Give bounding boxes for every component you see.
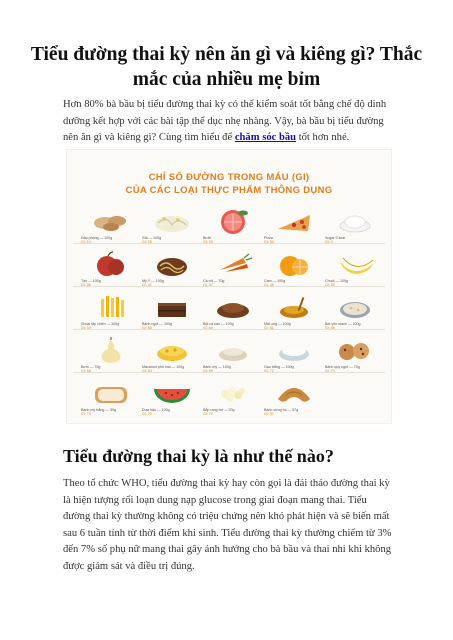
food-name: Macaroni phô mai — 100g [142, 365, 185, 369]
food-caption [81, 408, 141, 417]
food-gi-value: GI: 14 [81, 240, 91, 245]
food-item [264, 291, 324, 336]
food-item [325, 334, 385, 379]
food-caption [142, 365, 202, 374]
watermelon-icon [142, 377, 202, 407]
food-caption [203, 322, 263, 331]
bean-sprouts-icon [142, 205, 202, 235]
food-name: Dưa hấu — 120g [142, 408, 170, 412]
food-item [203, 248, 263, 293]
food-name: Khoai tây chiên — 100g [81, 322, 120, 326]
food-name: Bột yến mạch — 100g [325, 322, 361, 326]
food-item [203, 291, 263, 336]
food-gi-value: GI: 55 [142, 326, 152, 331]
food-name: Pizza [264, 236, 273, 240]
food-caption [81, 236, 141, 245]
fries-icon [81, 291, 141, 321]
food-name: Gạo trắng — 100g [264, 365, 294, 369]
food-item [81, 291, 141, 336]
page-title: Tiểu đường thai kỳ nên ăn gì và kiêng gì? Thắc mắc của nhiều mẹ bỉm [30, 44, 423, 90]
intro-text: Hơn 80% bà bầu bị tiểu đường thai kỳ có thể kiểm soát tốt bằng chế độ dinh dưỡng kết hợp với các bài tập thể dục nhẹ nhàng. Vậy, bà bầu bị tiểu đường nên ăn gì và kiêng gì? Cùng tìm hiểu để [63, 99, 387, 143]
cocoa-icon [203, 291, 263, 321]
food-gi-value: GI: 0 [325, 240, 333, 245]
food-item [203, 205, 263, 250]
food-caption [203, 408, 263, 417]
food-item [264, 377, 324, 422]
food-name: Chuối — 100g [325, 279, 348, 283]
food-gi-value: GI: 72 [264, 369, 274, 374]
food-item [81, 248, 141, 293]
food-name: Bột ca cao — 100g [203, 322, 234, 326]
section-heading: Tiểu đường thai kỳ là như thế nào? [63, 446, 334, 466]
food-caption [325, 279, 385, 288]
food-name: Bánh mỳ — 100g [203, 365, 231, 369]
food-gi-value: GI: 25 [142, 240, 152, 245]
food-item [81, 205, 141, 250]
food-gi-value: GI: 68 [81, 369, 91, 374]
food-caption [325, 365, 385, 374]
gi-infographic [66, 149, 392, 424]
food-caption [142, 322, 202, 331]
food-gi-value: GI: 69 [203, 369, 213, 374]
food-gi-value: GI: 42 [142, 283, 152, 288]
food-item [264, 334, 324, 379]
food-item [142, 248, 202, 293]
food-caption [81, 365, 141, 374]
food-gi-value: GI: 60 [203, 326, 213, 331]
food-caption [81, 279, 141, 288]
section-paragraph: Theo tổ chức WHO, tiểu đường thai kỳ hay còn gọi là đái tháo đường thai kỳ là hiện tượng rối loạn dung nạp glucose trong giai đoạn mang thai. Tiểu đường thai kỳ thường không có triệu chứng nên khó phát hiện và sẽ biến mất sau 6 tuần tính từ thời điểm khi sinh. Tiểu đường thai kỳ thường chiếm từ 3% đến 7% số phụ nữ mang thai gây ảnh hưởng cho bà bầu và thai nhi khi không được giám sát và điều trị đúng. [63, 478, 392, 572]
apple-icon [81, 248, 141, 278]
food-gi-value: GI: 67 [264, 412, 274, 417]
food-caption [142, 279, 202, 288]
infographic-title-line2: CỦA CÁC LOẠI THỰC PHẨM THÔNG DỤNG [125, 185, 333, 196]
food-gi-value: GI: 66 [325, 326, 335, 331]
food-item [325, 291, 385, 336]
food-caption [81, 322, 141, 331]
food-caption [264, 365, 324, 374]
food-gi-value: GI: 64 [142, 369, 152, 374]
food-item [142, 291, 202, 336]
food-item [81, 377, 141, 422]
food-caption [142, 236, 202, 245]
food-name: Bánh ngọt — 100g [142, 322, 172, 326]
white-bread-icon [81, 377, 141, 407]
sugar-icon [325, 205, 385, 235]
mac-cheese-icon [142, 334, 202, 364]
food-name: Đậu phộng — 100g [81, 236, 113, 240]
food-name: Táo — 100g [81, 279, 101, 283]
food-item [203, 334, 263, 379]
carrot-icon [203, 248, 263, 278]
food-item [142, 377, 202, 422]
food-caption [264, 279, 324, 288]
cake-icon [142, 291, 202, 321]
banana-icon [325, 248, 385, 278]
rice-icon [264, 334, 324, 364]
orange-icon [264, 248, 324, 278]
food-name: Bánh sừng bò — 57g [264, 408, 299, 412]
food-caption [325, 322, 385, 331]
food-caption [264, 236, 324, 245]
food-name: Sugar 0 kcal [325, 236, 345, 240]
food-name: Bơm — 70g [81, 365, 101, 369]
pizza-icon [264, 205, 324, 235]
food-item [142, 334, 202, 379]
pasta-icon [142, 248, 202, 278]
oatmeal-icon [325, 291, 385, 321]
food-item [142, 205, 202, 250]
popcorn-icon [203, 377, 263, 407]
intro-paragraph [63, 97, 393, 147]
food-gi-value: GI: 25 [203, 240, 213, 245]
infographic-title-line1: CHỈ SỐ ĐƯỜNG TRONG MÁU (GI) [148, 172, 310, 183]
peanuts-icon [81, 205, 141, 235]
food-gi-value: GI: 70 [325, 369, 335, 374]
food-caption [203, 365, 263, 374]
food-item [264, 205, 324, 250]
food-gi-value: GI: 47 [203, 283, 213, 288]
food-name: Cam — 100g [264, 279, 286, 283]
food-caption [203, 236, 263, 245]
food-caption [203, 279, 263, 288]
cham-soc-bau-link[interactable]: chăm sóc bầu [234, 132, 297, 143]
food-gi-value: GI: 30 [264, 240, 274, 245]
food-name: Bắp rang bơ — 20g [203, 408, 235, 412]
food-name: Cà rốt — 70g [203, 279, 225, 283]
croissant-icon [264, 377, 324, 407]
food-gi-value: GI: 52 [325, 283, 335, 288]
bread-crumbs-icon [203, 334, 263, 364]
food-item [325, 248, 385, 293]
cookies-icon [325, 334, 385, 364]
food-gi-value: GI: 72 [142, 412, 152, 417]
pear-icon [81, 334, 141, 364]
food-name: Bánh quy ngọt — 70g [325, 365, 360, 369]
food-caption [264, 322, 324, 331]
food-caption [325, 236, 385, 245]
food-name: Mỳ Ý — 100g [142, 279, 164, 283]
food-gi-value: GI: 38 [81, 283, 91, 288]
food-gi-value: GI: 61 [264, 326, 274, 331]
intro-text-end: tốt hơn nhé. [296, 132, 350, 143]
food-caption [264, 408, 324, 417]
food-item [325, 205, 385, 250]
food-caption [142, 408, 202, 417]
food-item [264, 248, 324, 293]
food-name: Giá — 100g [142, 236, 162, 240]
food-name: Mật ong — 100g [264, 322, 291, 326]
food-name: Bưởi [203, 236, 211, 240]
food-item [203, 377, 263, 422]
honey-icon [264, 291, 324, 321]
food-gi-value: GI: 48 [264, 283, 274, 288]
food-item [81, 334, 141, 379]
food-name: Bánh mỳ trắng — 30g [81, 408, 116, 412]
food-gi-value: GI: 72 [203, 412, 213, 417]
grapefruit-icon [203, 205, 263, 235]
food-gi-value: GI: 70 [81, 412, 91, 417]
food-gi-value: GI: 54 [81, 326, 91, 331]
